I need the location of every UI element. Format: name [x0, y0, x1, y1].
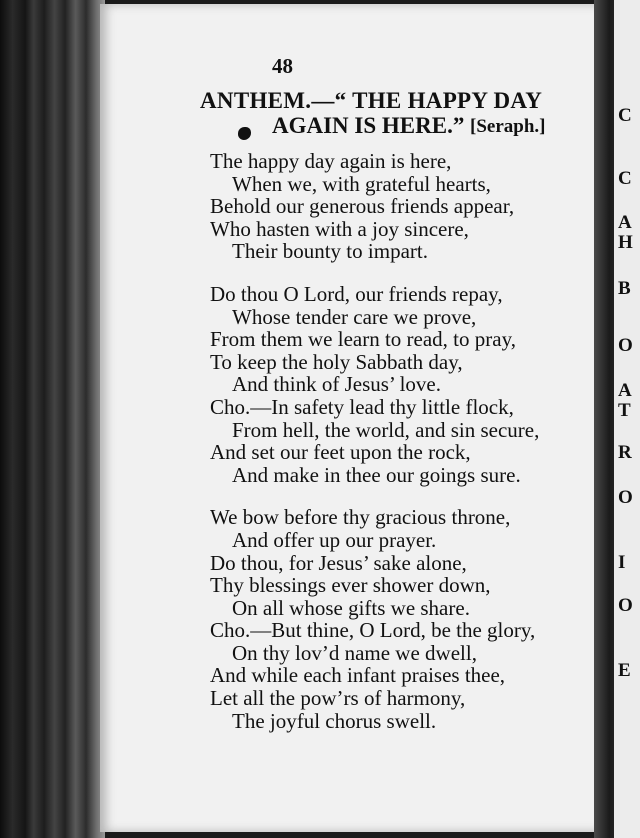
- verse-line: Let all the pow’rs of harmony,: [210, 686, 466, 711]
- tune-source: [Seraph.]: [470, 116, 546, 137]
- stanza-3: [210, 506, 590, 732]
- facing-page-fragment: T: [618, 400, 631, 421]
- facing-page-fragment: A: [618, 212, 632, 233]
- verse-line: Behold our generous friends appear,: [210, 194, 515, 219]
- facing-page-fragment: H: [618, 232, 633, 253]
- verse-line: We bow before thy gracious throne,: [210, 505, 511, 530]
- verse-line: Do thou, for Jesus’ sake alone,: [210, 550, 467, 575]
- verse-line: Their bounty to impart.: [232, 239, 428, 264]
- verse-line: From hell, the world, and sin secure,: [232, 417, 540, 442]
- facing-page-fragment: O: [618, 335, 633, 356]
- facing-page-fragment: O: [618, 595, 633, 616]
- facing-page-fragment: C: [618, 105, 632, 126]
- hymn-title-line-1: ANTHEM.—“ THE HAPPY DAY: [200, 88, 543, 113]
- verse-line: On all whose gifts we share.: [232, 595, 470, 620]
- verse-line: Cho.—But thine, O Lord, be the glory,: [210, 618, 536, 643]
- verse-line: From them we learn to read, to pray,: [210, 327, 516, 352]
- verse-line: Cho.—In safety lead thy little flock,: [210, 394, 514, 419]
- verse-line: And offer up our prayer.: [232, 527, 437, 552]
- stanza-2: [210, 283, 590, 486]
- hymn-title-line-2: AGAIN IS HERE.”: [272, 113, 465, 138]
- verse-line: Who hasten with a joy sincere,: [210, 216, 469, 241]
- verse-line: Thy blessings ever shower down,: [210, 573, 491, 598]
- facing-page-fragment: B: [618, 278, 631, 299]
- facing-page-edge: [614, 0, 640, 838]
- hymn-verses: [210, 150, 590, 752]
- verse-line: And while each infant praises thee,: [210, 663, 506, 688]
- verse-line: The happy day again is here,: [210, 149, 452, 173]
- verse-line: And make in thee our goings sure.: [232, 462, 521, 487]
- verse-line: When we, with grateful hearts,: [232, 171, 491, 196]
- facing-page-fragment: R: [618, 442, 632, 463]
- verse-line: To keep the holy Sabbath day,: [210, 349, 463, 374]
- verse-line: The joyful chorus swell.: [232, 708, 437, 733]
- page-number: 48: [272, 54, 293, 78]
- facing-page-fragment: A: [618, 380, 632, 401]
- stanza-1: [210, 150, 590, 263]
- verse-line: And think of Jesus’ love.: [232, 372, 442, 397]
- facing-page-fragment: C: [618, 168, 632, 189]
- verse-line: And set our feet upon the rock,: [210, 440, 471, 465]
- verse-line: On thy lov’d name we dwell,: [232, 640, 477, 665]
- verse-line: Whose tender care we prove,: [232, 304, 477, 329]
- facing-page-fragment: O: [618, 487, 633, 508]
- book-binding: [0, 0, 105, 838]
- facing-page-fragment: E: [618, 660, 631, 681]
- facing-page-fragment: I: [618, 552, 626, 573]
- verse-line: Do thou O Lord, our friends repay,: [210, 281, 503, 306]
